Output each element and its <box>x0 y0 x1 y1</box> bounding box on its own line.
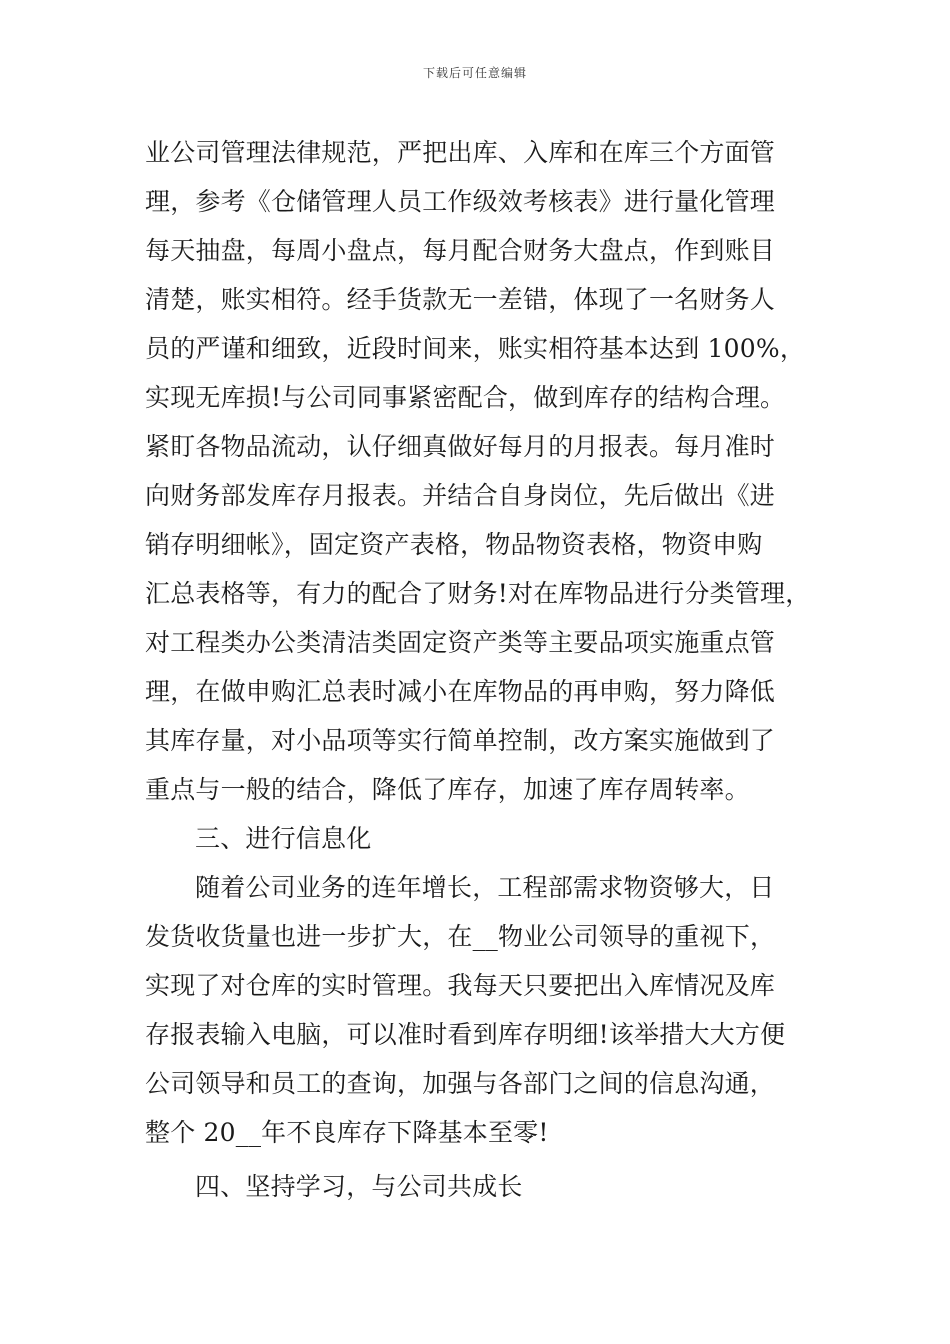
paragraph-line: 汇总表格等，有力的配合了财务!对在库物品进行分类管理， <box>145 579 811 608</box>
paragraph-line: 存报表输入电脑，可以准时看到库存明细!该举措大大方便 <box>145 1020 786 1049</box>
paragraph-line: 业公司管理法律规范，严把出库、入库和在库三个方面管 <box>145 138 776 167</box>
document-body <box>145 128 845 1211</box>
paragraph-line: 重点与一般的结合，降低了库存，加速了库存周转率。 <box>145 775 750 804</box>
paragraph-line: 清楚，账实相符。经手货款无一差错，体现了一名财务人 <box>145 285 776 314</box>
paragraph-line: 员的严谨和细致，近段时间来，账实相符基本达到 100%， <box>145 334 806 363</box>
paragraph-line: 实现了对仓库的实时管理。我每天只要把出入库情况及库 <box>145 971 776 1000</box>
paragraph-line: 实现无库损!与公司同事紧密配合，做到库存的结构合理。 <box>145 383 786 412</box>
paragraph-line: 销存明细帐》，固定资产表格，物品物资表格，物资申购 <box>145 530 763 559</box>
paragraph-line: 每天抽盘，每周小盘点，每月配合财务大盘点，作到账目 <box>145 236 776 265</box>
paragraph-line: 理，在做申购汇总表时减小在库物品的再申购，努力降低 <box>145 677 776 706</box>
paragraph-line: 其库存量，对小品项等实行简单控制，改方案实施做到了 <box>145 726 776 755</box>
paragraph-line: 紧盯各物品流动，认仔细真做好每月的月报表。每月准时 <box>145 432 776 461</box>
page-header-note: 下载后可任意编辑 <box>422 66 527 80</box>
section-heading: 四、坚持学习，与公司共成长 <box>195 1172 523 1201</box>
paragraph-line: 发货收货量也进一步扩大，在__物业公司领导的重视下， <box>145 922 776 951</box>
paragraph-line: 公司领导和员工的查询，加强与各部门之间的信息沟通， <box>145 1069 776 1098</box>
section-heading: 三、进行信息化 <box>195 824 372 853</box>
paragraph-line: 向财务部发库存月报表。并结合自身岗位，先后做出《进 <box>145 481 776 510</box>
paragraph-line: 理，参考《仓储管理人员工作级效考核表》进行量化管理 <box>145 187 776 216</box>
paragraph-line: 随着公司业务的连年增长，工程部需求物资够大，日 <box>195 873 775 902</box>
paragraph-line: 整个 20__年不良库存下降基本至零! <box>145 1118 549 1147</box>
paragraph-line: 对工程类办公类清洁类固定资产类等主要品项实施重点管 <box>145 628 776 657</box>
